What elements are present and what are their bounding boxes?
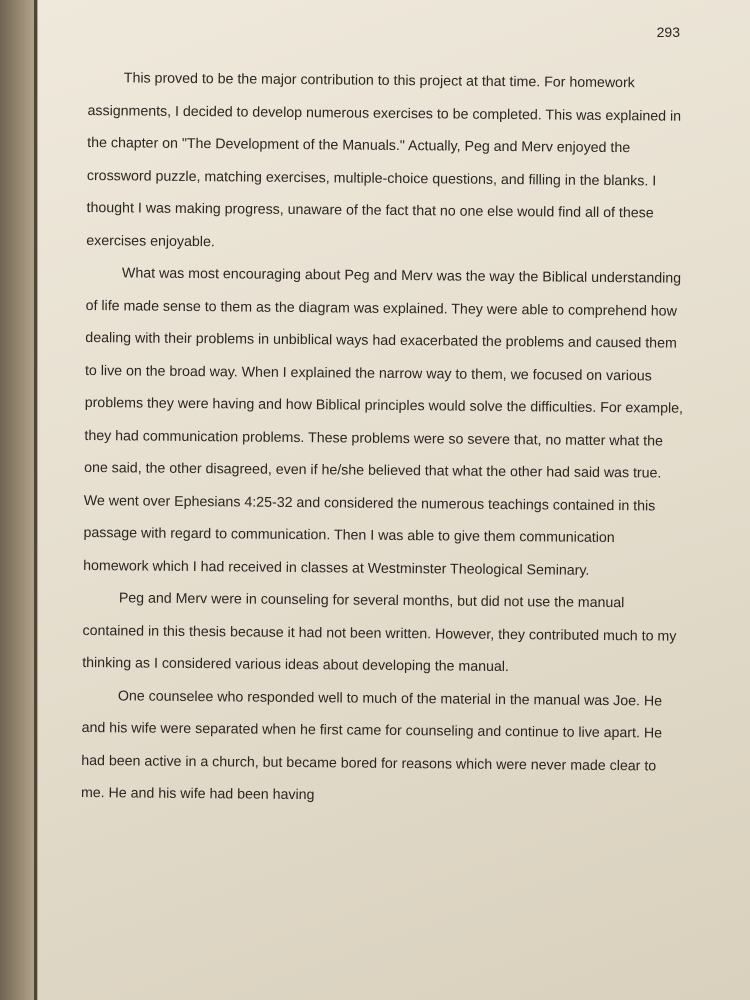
paragraph-3: Peg and Merv were in counseling for several months, but did not use the manual contained in this thesis because it had not been written. However, they contributed much to my thinking as I considered various ideas about developing the manual.: [82, 590, 677, 676]
document-page: [38, 0, 750, 1000]
book-spine: [34, 0, 37, 1000]
page-number: 293: [656, 24, 680, 40]
paragraph-4: One counselee who responded well to much of the material in the manual was Joe. He and his wife were separated when he first came for counseling and continue to live apart. He had been active in a church, but became bored for reasons which were never made clear to me. He and his wife had been having: [80, 687, 663, 804]
body-text: [81, 62, 688, 815]
paragraph-2: What was most encouraging about Peg and Merv was the way the Biblical understanding of life made sense to them as the diagram was explained. They were able to comprehend how dealing with their problems in unbiblical ways had exacerbated the problems and caused them to live on the broad way. When I explained the narrow way to them, we focused on various problems they were having and how Biblical principles would solve the difficulties. For example, they had communication problems. These problems were so severe that, no matter what the one said, the other disagreed, even if he/she believed that what the other had said was true. We went over Ephesians 4:25-32 and considered the numerous teachings contained in this passage with regard to communication. Then I was able to give them communication homework which I had received in classes at Westminster Theological Seminary.: [83, 265, 684, 579]
paragraph-1: This proved to be the major contribution to this project at that time. For homework assignments, I decided to develop numerous exercises to be completed. This was explained in the chapter on "The Development of the Manuals." Actually, Peg and Merv enjoyed the crossword puzzle, matching exercises, multiple-choice questions, and filling in the blanks. I thought I was making progress, unaware of the fact that no one else would find all of these exercises enjoyable.: [86, 70, 682, 250]
